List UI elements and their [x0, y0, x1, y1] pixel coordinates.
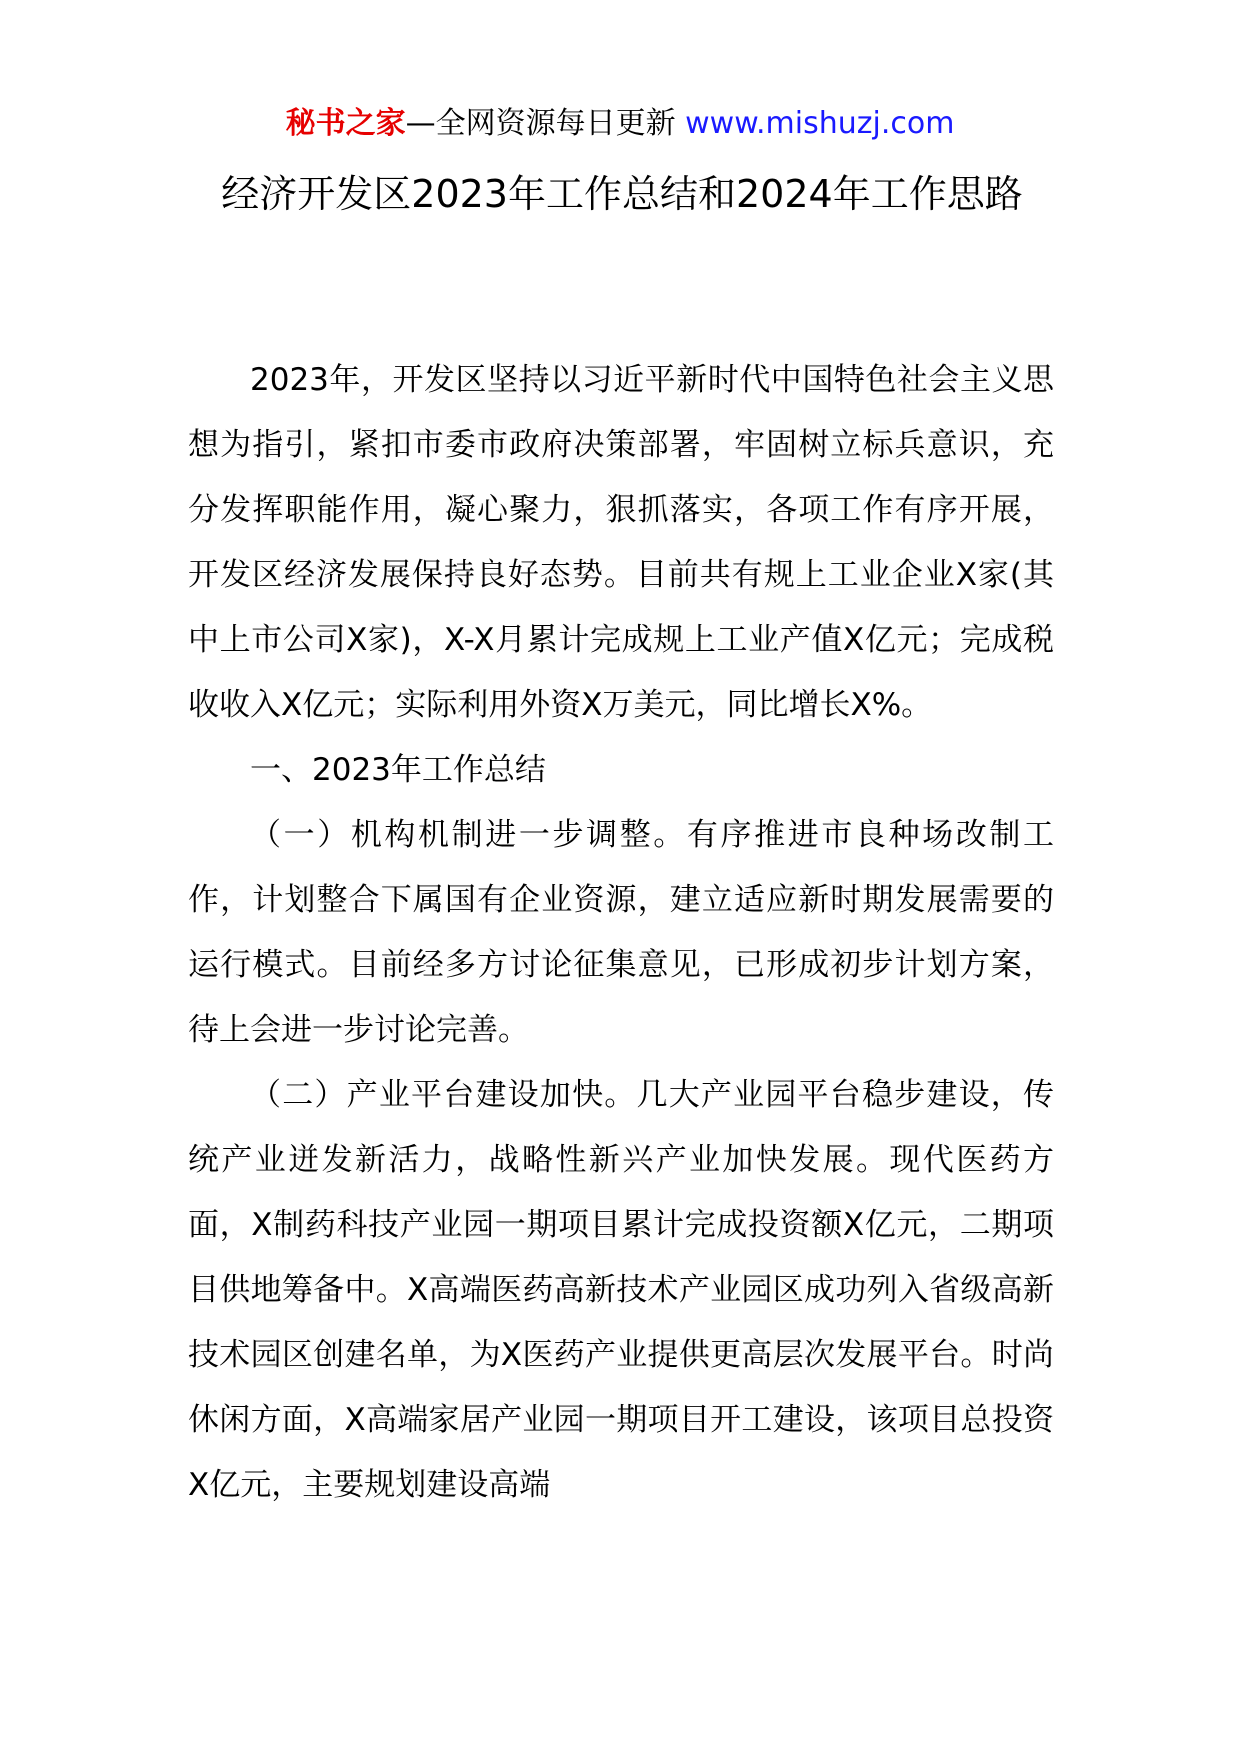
header-banner — [0, 100, 1240, 148]
header-tagline: —全网资源每日更新 — [405, 106, 686, 141]
subsection-paragraph-1: （一）机构机制进一步调整。有序推进市良种场改制工作，计划整合下属国有企业资源，建立适应新时期发展需要的运行模式。目前经多方讨论征集意见，已形成初步计划方案，待上会进一步讨论完善。 — [188, 817, 1054, 1048]
site-url-link[interactable]: www.mishuzj.com — [685, 106, 955, 141]
brand-name: 秘书之家 — [285, 106, 406, 141]
subsection-paragraph-2: （二）产业平台建设加快。几大产业园平台稳步建设，传统产业迸发新活力，战略性新兴产业加快发展。现代医药方面，X制药科技产业园一期项目累计完成投资额X亿元，二期项目供地筹备中。X高端医药高新技术产业园区成功列入省级高新技术园区创建名单，为X医药产业提供更高层次发展平台。时尚休闲方面，X高端家居产业园一期项目开工建设，该项目总投资X亿元，主要规划建设高端 — [188, 1077, 1054, 1503]
document-title: 经济开发区2023年工作总结和2024年工作思路 — [221, 172, 1023, 216]
section-heading: 一、2023年工作总结 — [250, 752, 546, 788]
intro-paragraph: 2023年，开发区坚持以习近平新时代中国特色社会主义思想为指引，紧扣市委市政府决策部署，牢固树立标兵意识，充分发挥职能作用，凝心聚力，狠抓落实，各项工作有序开展，开发区经济发展保持良好态势。目前共有规上工业企业X家(其中上市公司X家)，X-X月累计完成规上工业产值X亿元；完成税收收入X亿元；实际利用外资X万美元，同比增长X%。 — [188, 362, 1054, 723]
document-body — [188, 348, 1054, 1518]
